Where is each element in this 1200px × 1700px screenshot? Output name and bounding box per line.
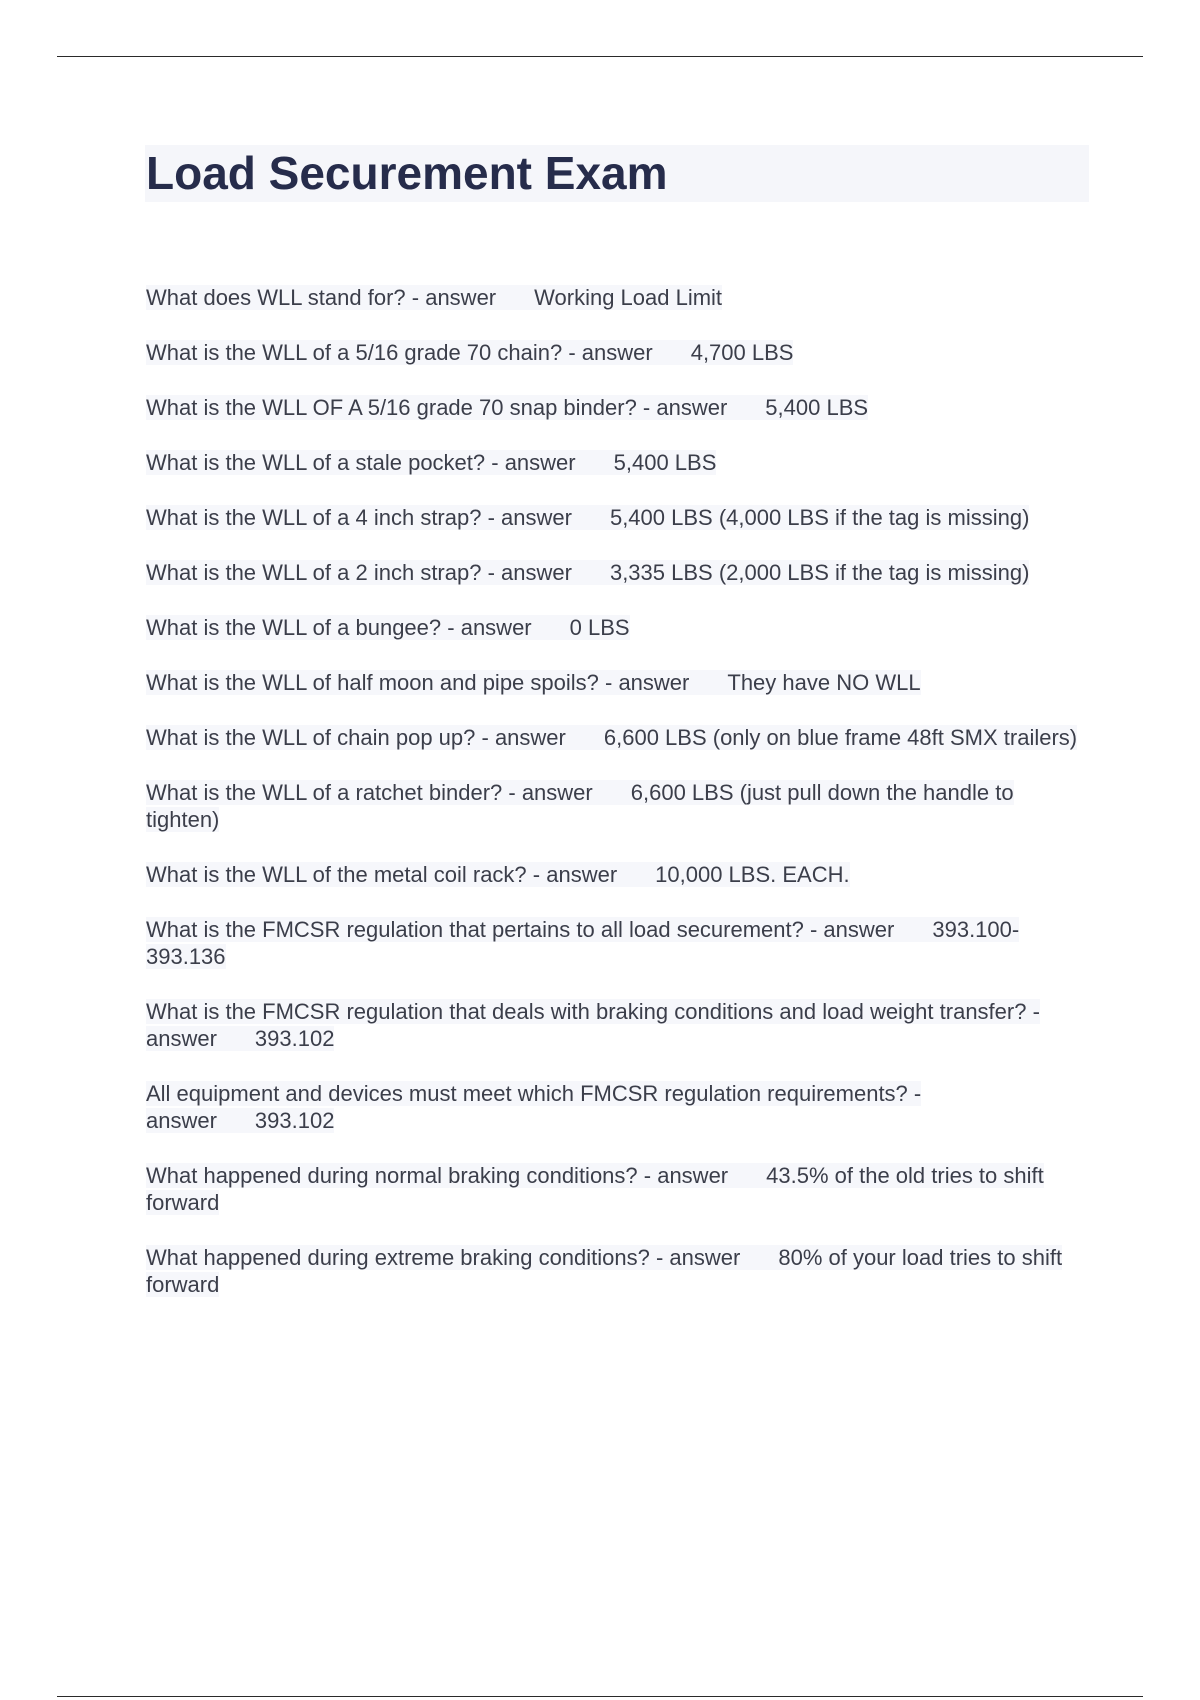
question-text: What happened during normal braking conditions?	[146, 1163, 638, 1188]
qa-line	[146, 450, 716, 475]
answer-text: They have NO WLL	[727, 670, 921, 695]
answer-label: - answer	[636, 395, 728, 420]
answer-text: 393.102	[254, 1026, 335, 1051]
answer-label: - answer	[481, 505, 572, 530]
answer-label: - answer	[637, 1163, 729, 1188]
qa-line	[146, 285, 722, 310]
qa-item	[146, 284, 1091, 311]
qa-item	[146, 1244, 1091, 1298]
question-text: What is the WLL of a 4 inch strap?	[146, 505, 482, 530]
answer-label: - answer	[475, 725, 566, 750]
question-text: What is the WLL of half moon and pipe spoils?	[146, 670, 599, 695]
qa-item	[146, 861, 1091, 888]
answer-text: 6,600 LBS (just pull down the handle to tighten)	[146, 780, 1014, 832]
qa-item	[146, 614, 1091, 641]
qa-line	[146, 917, 1019, 969]
answer-label: - answer	[803, 917, 895, 942]
qa-line	[146, 560, 1029, 585]
qa-line	[146, 862, 850, 887]
qa-item	[146, 394, 1091, 421]
question-text: What is the WLL OF A 5/16 grade 70 snap binder?	[146, 395, 637, 420]
question-text: What happened during extreme braking conditions?	[146, 1245, 650, 1270]
qa-item	[146, 779, 1091, 833]
answer-label: - answer	[502, 780, 593, 805]
qa-item	[146, 504, 1091, 531]
answer-text: 5,400 LBS	[765, 395, 869, 420]
answer-label: - answer	[146, 1081, 922, 1133]
qa-item	[146, 724, 1091, 751]
qa-line	[146, 670, 921, 695]
answer-label: - answer	[526, 862, 618, 887]
question-text: What does WLL stand for?	[146, 285, 406, 310]
qa-item	[146, 669, 1091, 696]
answer-label: - answer	[598, 670, 690, 695]
answer-text: 3,335 LBS (2,000 LBS if the tag is missing)	[609, 560, 1030, 585]
qa-line	[146, 615, 630, 640]
question-text: What is the WLL of a 5/16 grade 70 chain?	[146, 340, 563, 365]
qa-line	[146, 999, 1040, 1051]
qa-item	[146, 1162, 1091, 1216]
question-text: What is the WLL of a stale pocket?	[146, 450, 486, 475]
qa-line	[146, 395, 868, 420]
page-title: Load Securement Exam	[146, 147, 668, 199]
question-text: What is the WLL of a 2 inch strap?	[146, 560, 482, 585]
question-text: What is the WLL of a ratchet binder?	[146, 780, 503, 805]
question-text: What is the WLL of a bungee?	[146, 615, 442, 640]
answer-text: 393.100-393.136	[146, 917, 1020, 969]
question-text: What is the WLL of the metal coil rack?	[146, 862, 527, 887]
answer-text: 10,000 LBS. EACH.	[655, 862, 850, 887]
qa-item	[146, 559, 1091, 586]
qa-line	[146, 340, 793, 365]
answer-text: 43.5% of the old tries to shift forward	[146, 1163, 1044, 1215]
qa-list	[146, 284, 1091, 1326]
answer-text: Working Load Limit	[534, 285, 723, 310]
answer-label: - answer	[485, 450, 576, 475]
question-text: What is the FMCSR regulation that deals with braking conditions and load weight transfer?	[146, 999, 1027, 1024]
question-text: What is the WLL of chain pop up?	[146, 725, 476, 750]
answer-label: - answer	[405, 285, 497, 310]
answer-text: 5,400 LBS (4,000 LBS if the tag is missing)	[609, 505, 1030, 530]
qa-line	[146, 1245, 1062, 1297]
answer-label: - answer	[146, 999, 1040, 1051]
top-rule	[57, 56, 1143, 57]
answer-text: 393.102	[254, 1108, 335, 1133]
answer-label: - answer	[562, 340, 653, 365]
qa-item	[146, 449, 1091, 476]
answer-text: 0 LBS	[569, 615, 630, 640]
qa-line	[146, 780, 1014, 832]
answer-label: - answer	[481, 560, 572, 585]
question-text: All equipment and devices must meet which FMCSR regulation requirements?	[146, 1081, 908, 1106]
answer-text: 6,600 LBS (only on blue frame 48ft SMX trailers)	[603, 725, 1078, 750]
question-text: What is the FMCSR regulation that pertains to all load securement?	[146, 917, 804, 942]
qa-line	[146, 725, 1077, 750]
qa-line	[146, 505, 1029, 530]
answer-label: - answer	[441, 615, 532, 640]
qa-line	[146, 1081, 921, 1133]
qa-item	[146, 916, 1091, 970]
bottom-rule	[57, 1696, 1143, 1697]
qa-item	[146, 998, 1091, 1052]
qa-line	[146, 1163, 1044, 1215]
answer-label: - answer	[649, 1245, 741, 1270]
answer-text: 4,700 LBS	[690, 340, 794, 365]
qa-item	[146, 339, 1091, 366]
qa-item	[146, 1080, 1091, 1134]
answer-text: 80% of your load tries to shift forward	[146, 1245, 1063, 1297]
answer-text: 5,400 LBS	[613, 450, 717, 475]
